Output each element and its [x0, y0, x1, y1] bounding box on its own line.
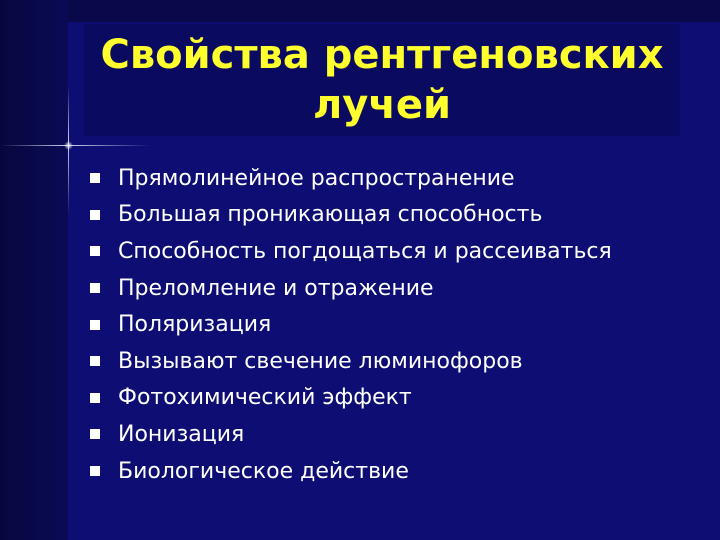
list-item: [90, 306, 612, 343]
bullet-text: Большая проникающая способность: [118, 202, 543, 228]
list-item: [90, 270, 612, 307]
square-bullet-icon: [90, 429, 100, 439]
square-bullet-icon: [90, 320, 100, 330]
sparkle-icon: [0, 145, 150, 146]
list-item: [90, 233, 612, 270]
square-bullet-icon: [90, 356, 100, 366]
top-border: [0, 0, 720, 22]
square-bullet-icon: [90, 393, 100, 403]
bullet-text: Биологическое действие: [118, 458, 409, 484]
square-bullet-icon: [90, 173, 100, 183]
list-item: [90, 453, 612, 490]
list-item: [90, 197, 612, 234]
slide-title-line: лучей: [313, 82, 451, 128]
bullet-text: Способность погдощаться и рассеиваться: [118, 238, 612, 264]
square-bullet-icon: [90, 246, 100, 256]
bullet-text: Вызывают свечение люминофоров: [118, 348, 523, 374]
list-item: [90, 416, 612, 453]
left-border: [0, 0, 68, 540]
slide-title-line: Свойства рентгеновских: [100, 32, 664, 78]
square-bullet-icon: [90, 283, 100, 293]
sparkle-core-icon: [64, 141, 73, 150]
list-item: [90, 343, 612, 380]
bullet-text: Ионизация: [118, 421, 245, 447]
bullet-text: Фотохимический эффект: [118, 385, 412, 411]
list-item: [90, 160, 612, 197]
slide-title: [84, 30, 680, 130]
bullet-text: Поляризация: [118, 312, 272, 338]
sparkle-ray-icon: [68, 85, 69, 215]
bullet-text: Преломление и отражение: [118, 275, 434, 301]
square-bullet-icon: [90, 210, 100, 220]
square-bullet-icon: [90, 466, 100, 476]
list-item: [90, 380, 612, 417]
bullet-text: Прямолинейное распространение: [118, 165, 515, 191]
bullet-list: [90, 160, 612, 489]
